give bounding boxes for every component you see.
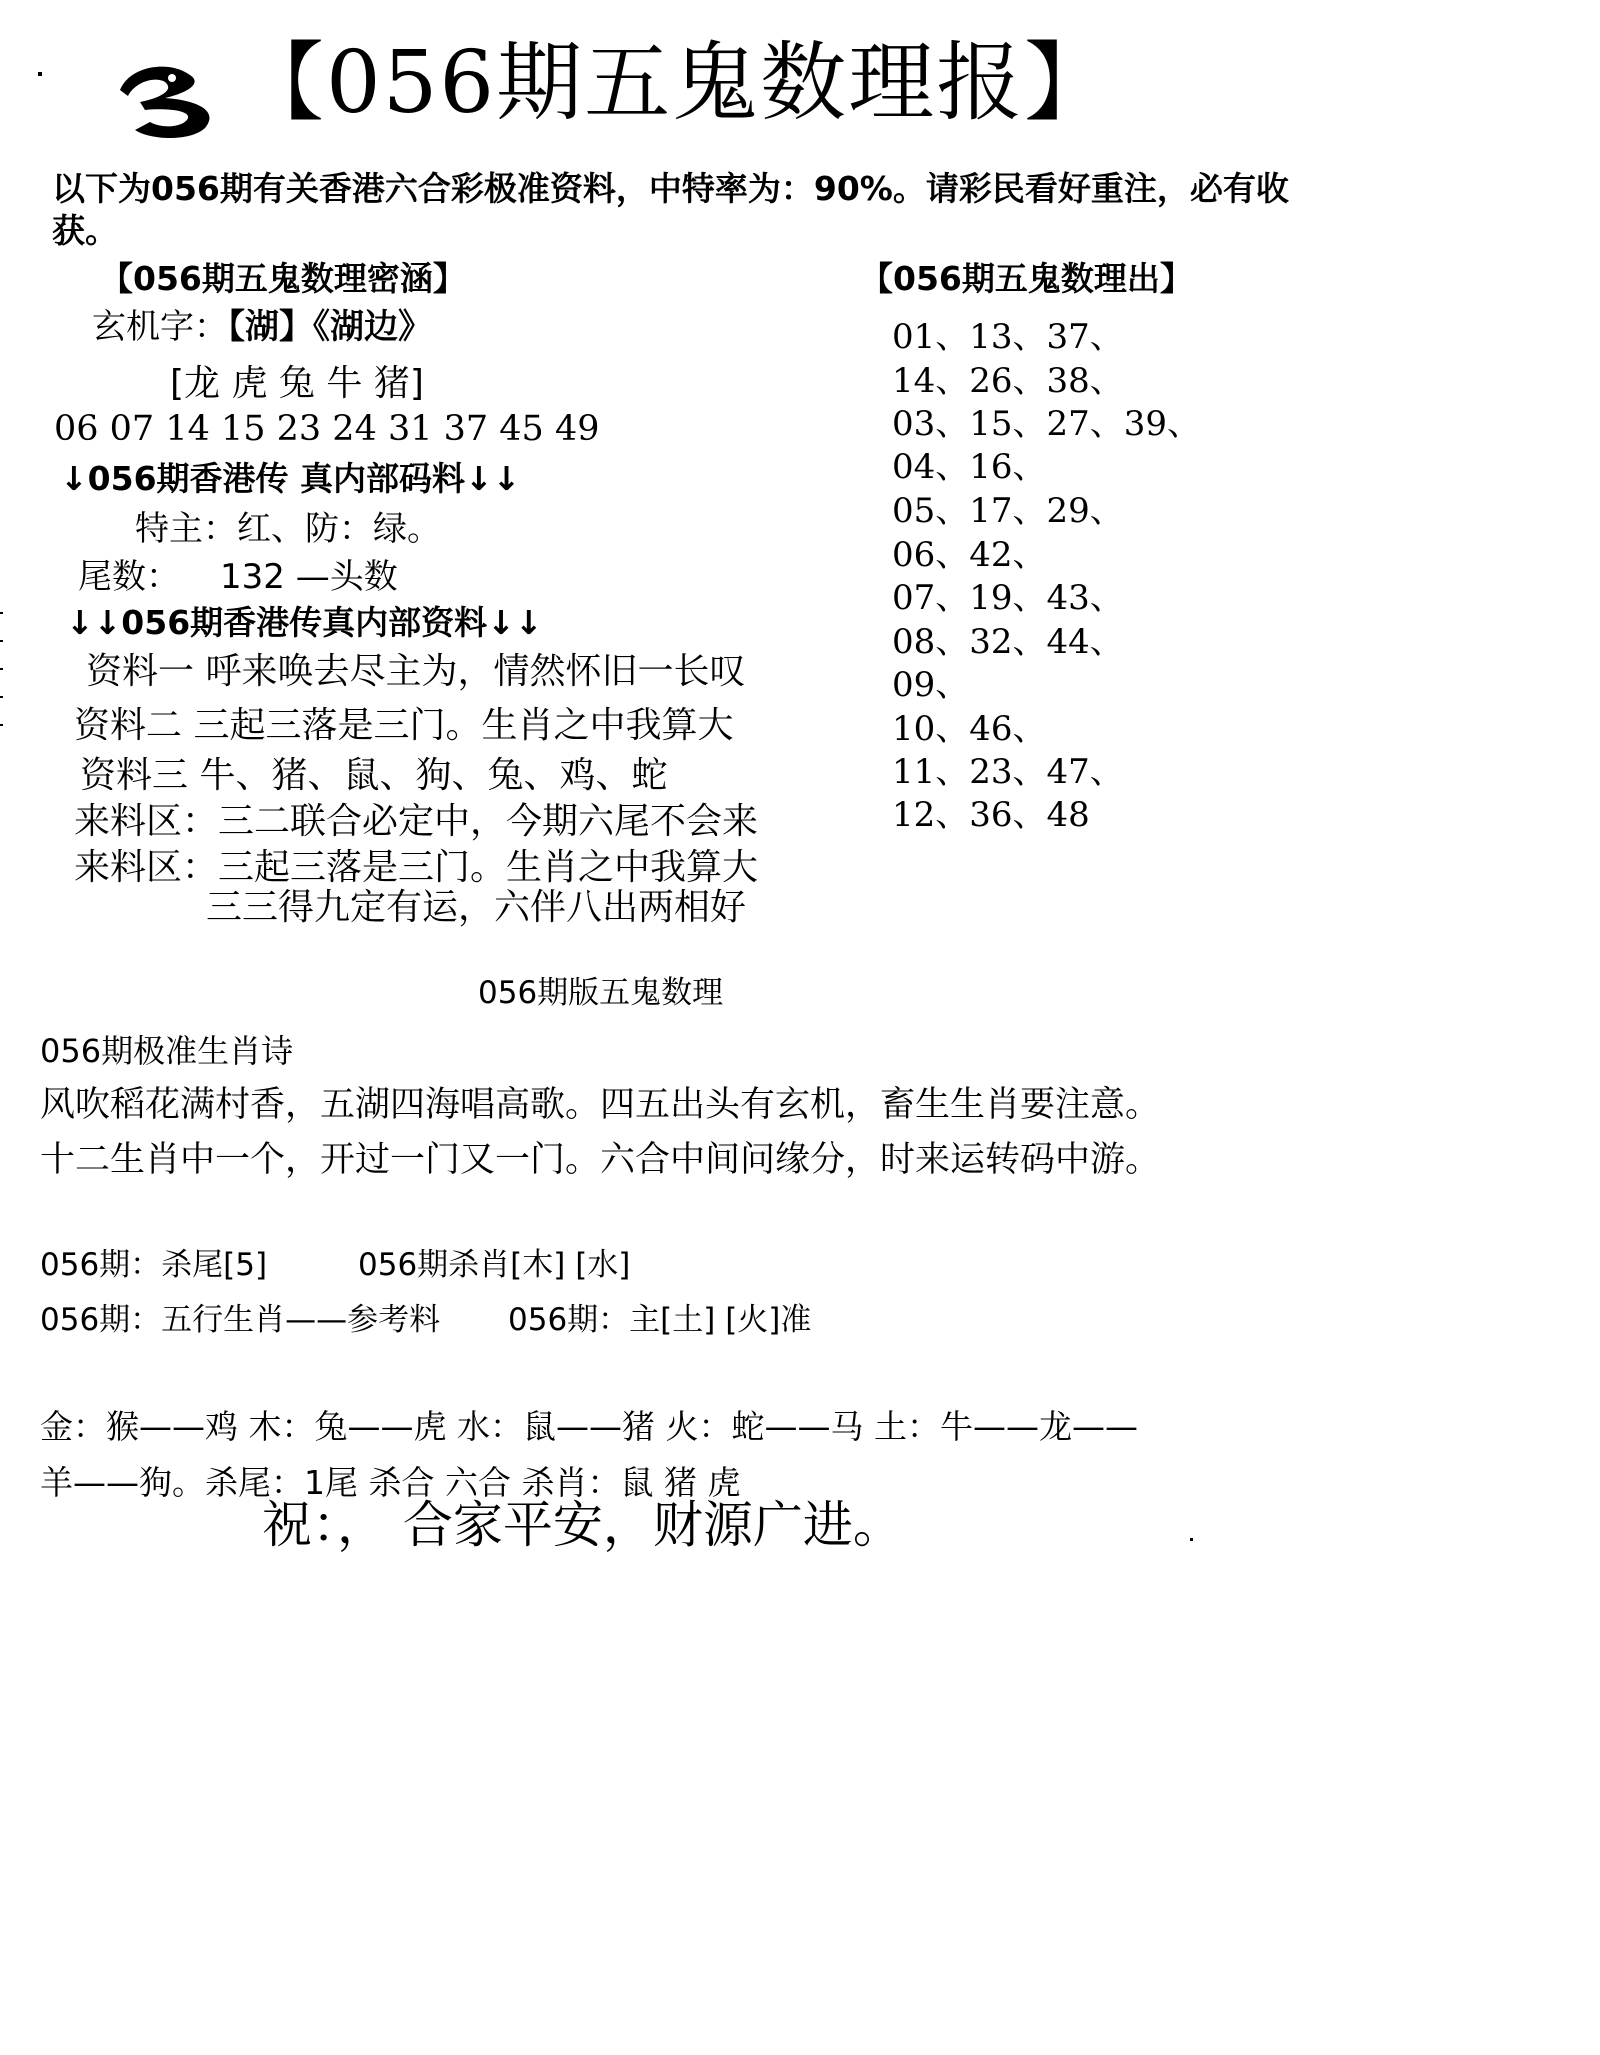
data-line-1: 资料一 呼来唤去尽主为，情然怀旧一长叹 [86, 651, 746, 692]
intro-line-1: 以下为056期有关香港六合彩极准资料，中特率为：90%。请彩民看好重注，必有收 [52, 169, 1289, 208]
zodiac-set: [龙 虎 兔 牛 猪] [170, 363, 424, 404]
list-item: 12、36、48 [892, 795, 1090, 835]
mystery-word [92, 307, 432, 347]
margin-mark [0, 696, 3, 698]
list-item: 10、46、 [892, 709, 1047, 749]
main-element: 056期：主[土] [火]准 [508, 1302, 812, 1338]
intro-line-2: 获。 [52, 211, 118, 250]
speck [38, 72, 42, 76]
list-item: 09、 [892, 665, 970, 705]
list-item: 14、26、38、 [892, 361, 1124, 401]
page-title: 【056期五鬼数理报】 [238, 33, 1113, 133]
elements-line-1: 金：猴——鸡 木：兔——虎 水：鼠——猪 火：蛇——马 土：牛——龙—— [40, 1407, 1138, 1446]
mystery-label: 玄机字： [92, 307, 228, 347]
special-colors: 特主：红、防：绿。 [135, 509, 441, 549]
list-item: 04、16、 [892, 447, 1047, 487]
speck [1190, 1538, 1193, 1541]
tail-number [78, 557, 398, 597]
poem-title: 056期极准生肖诗 [40, 1032, 294, 1070]
right-section-title: 【056期五鬼数理出】 [860, 259, 1193, 298]
margin-mark [0, 640, 3, 642]
edition-label: 056期版五鬼数理 [478, 975, 724, 1011]
kill-zodiac: 056期杀肖[木] [水] [358, 1247, 631, 1283]
zone-line-1: 来料区：三二联合必定中，今期六尾不会来 [74, 801, 759, 842]
blessing: 祝：， 合家平安，财源广进。 [262, 1496, 903, 1554]
margin-mark [0, 724, 3, 726]
list-item: 11、23、47、 [892, 752, 1124, 792]
zone-line-2: 来料区：三起三落是三门。生肖之中我算大 [74, 847, 759, 888]
list-item: 07、19、43、 [892, 578, 1124, 618]
inner-data-title: ↓↓056期香港传真内部资料↓↓ [66, 603, 543, 642]
five-elements: 056期：五行生肖——参考料 [40, 1302, 441, 1338]
tail-value: 132 —头数 [220, 557, 398, 597]
margin-mark [0, 668, 3, 670]
kill-tail: 056期：杀尾[5] [40, 1247, 268, 1283]
list-item: 08、32、44、 [892, 622, 1124, 662]
margin-mark [0, 612, 3, 614]
data-line-3: 资料三 牛、猪、鼠、狗、兔、鸡、蛇 [80, 755, 668, 796]
list-item: 01、13、37、 [892, 317, 1124, 357]
list-item: 03、15、27、39、 [892, 404, 1202, 444]
left-section-title: 【056期五鬼数理密涵】 [100, 259, 466, 298]
tail-label: 尾数： [78, 557, 180, 597]
lucky-numbers: 06 07 14 15 23 24 31 37 45 49 [54, 409, 600, 449]
dragon-logo-icon [110, 60, 230, 145]
poem-line-2: 十二生肖中一个，开过一门又一门。六合中间问缘分，时来运转码中游。 [40, 1140, 1161, 1180]
data-line-2: 资料二 三起三落是三门。生肖之中我算大 [74, 705, 734, 746]
elements-line-2: 羊——狗。杀尾：1尾 杀合 六合 杀肖：鼠 猪 虎 [40, 1463, 741, 1502]
zone-line-3: 三三得九定有运，六伴八出两相好 [206, 887, 747, 928]
mystery-value: 【湖】《湖边》 [228, 307, 432, 347]
list-item: 06、42、 [892, 535, 1047, 575]
inner-code-title: ↓056期香港传 真内部码料↓↓ [60, 459, 521, 498]
list-item: 05、17、29、 [892, 491, 1124, 531]
poem-line-1: 风吹稻花满村香，五湖四海唱高歌。四五出头有玄机，畜生生肖要注意。 [40, 1085, 1161, 1125]
